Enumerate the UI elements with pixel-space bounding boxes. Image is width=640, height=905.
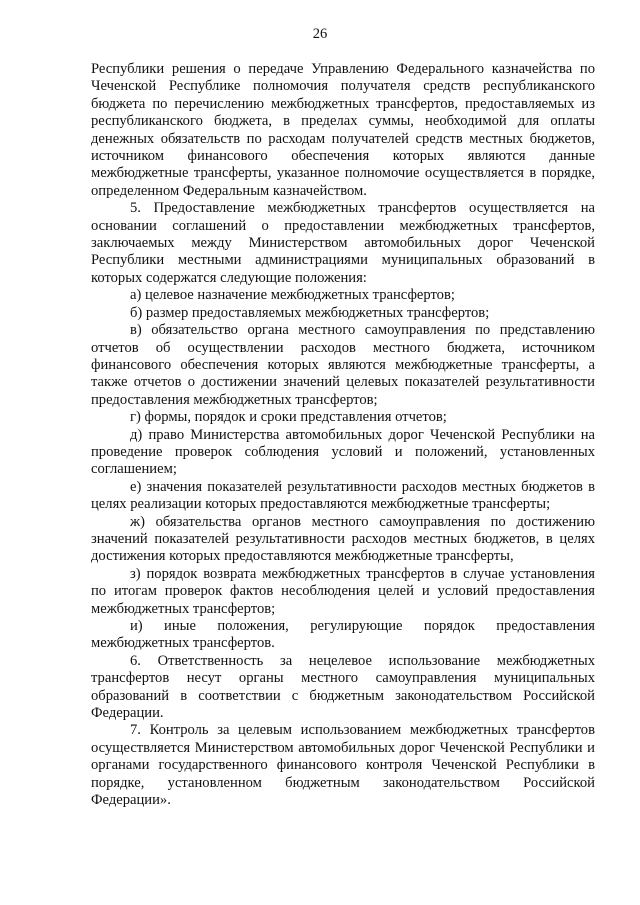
- document-body: [91, 61, 595, 809]
- list-item-a: а) целевое назначение межбюджетных трансфертов;: [130, 287, 455, 304]
- list-item-d: д) право Министерства автомобильных дорог Чеченской Республики на проведение проверок соблюдения условий и положений, установленных соглашением;: [91, 426, 595, 478]
- list-item-e: е) значения показателей результативности расходов местных бюджетов в целях реализации которых предоставляются межбюджетные трансферты;: [91, 478, 595, 513]
- list-item-v: в) обязательство органа местного самоуправления по представлению отчетов об осуществлении расходов местного бюджета, источником финансового обеспечения которых являются межбюджетные трансферты, а также отчетов о достижении значений целевых показателей результативности предоставления межбюджетных трансфертов;: [91, 322, 595, 408]
- page-number: 26: [312, 26, 328, 42]
- list-item-b: б) размер предоставляемых межбюджетных трансфертов;: [130, 304, 490, 321]
- list-item-g: г) формы, порядок и сроки представления отчетов;: [130, 409, 447, 426]
- paragraph-item-7: 7. Контроль за целевым использованием межбюджетных трансфертов осуществляется Министерством автомобильных дорог Чеченской Республики и органами государственного финансового контроля Чеченской Республики в порядке, установленном бюджетным законодательством Российской Федерации».: [91, 722, 595, 809]
- paragraph-item-5: 5. Предоставление межбюджетных трансфертов осуществляется на основании соглашений о предоставлении межбюджетных трансфертов, заключаемых между Министерством автомобильных дорог Чеченской Республики местными администрациями муниципальных образований в которых содержатся следующие положения:: [91, 200, 595, 286]
- paragraph-item-6: 6. Ответственность за нецелевое использование межбюджетных трансфертов несут органы местного самоуправления муниципальных образований в соответствии с бюджетным законодательством Российской Федерации.: [91, 652, 595, 722]
- list-item-z: з) порядок возврата межбюджетных трансфертов в случае установления по итогам проверок фактов несоблюдения целей и условий предоставления межбюджетных трансфертов;: [91, 565, 595, 617]
- list-item-zh: ж) обязательства органов местного самоуправления по достижению значений показателей результативности расходов местных бюджетов, в целях достижения которых предоставляются межбюджетные трансферты,: [91, 513, 595, 565]
- paragraph-continuation: Республики решения о передаче Управлению Федерального казначейства по Чеченской Республике полномочия получателя средств республиканского бюджета по перечислению межбюджетных трансфертов, предоставляемых из республиканского бюджета, в пределах суммы, необходимой для оплаты денежных обязательств по расходам получателей средств местных бюджетов, источником финансового обеспечения которых являются данные межбюджетные трансферты, указанное полномочие осуществляется в порядке, определенном Федеральным казначейством.: [91, 61, 595, 199]
- list-item-i: и) иные положения, регулирующие порядок предоставления межбюджетных трансфертов.: [91, 618, 595, 652]
